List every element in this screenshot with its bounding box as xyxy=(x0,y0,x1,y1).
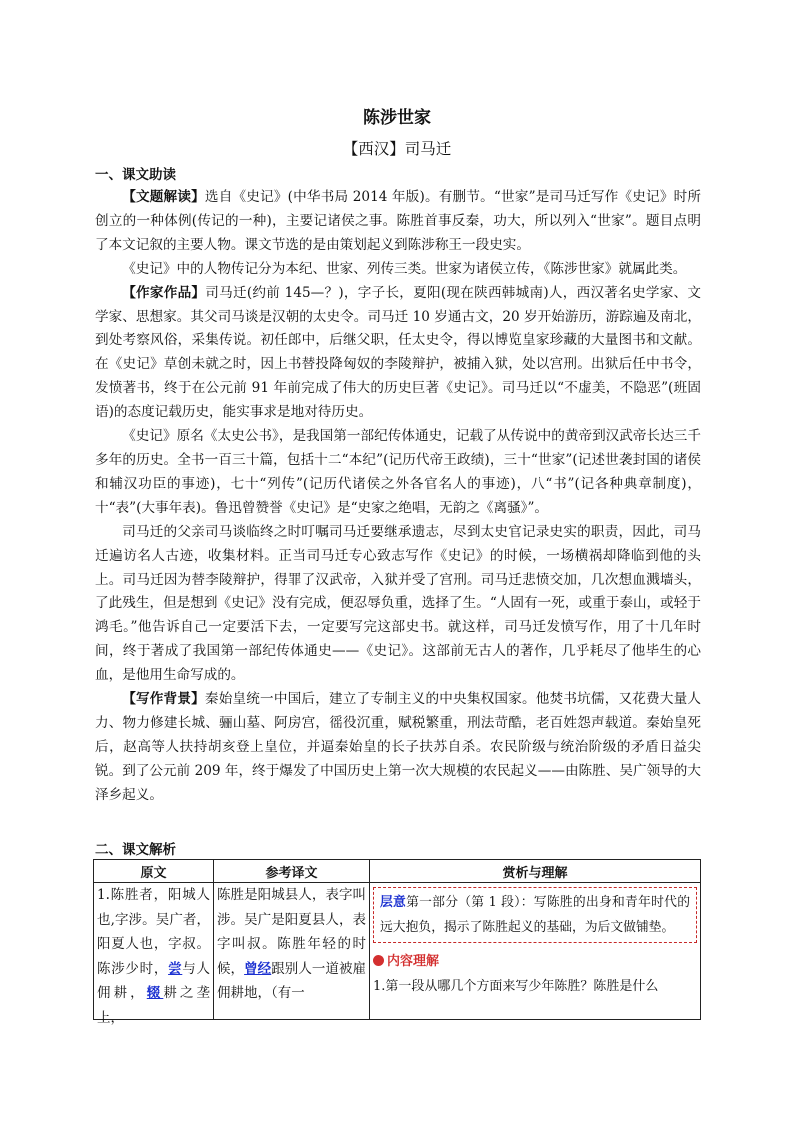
red-dot-icon xyxy=(373,955,384,966)
section-heading-2: 二、课文解析 xyxy=(95,842,176,858)
paragraph-title-interpretation xyxy=(95,186,701,258)
header-analysis: 赏析与理解 xyxy=(370,860,701,883)
author-line: 【西汉】司马迁 xyxy=(342,140,452,158)
paragraph-text: 选自《史记》(中华书局 2014 年版)。有删节。“世家”是司马迁写作《史记》时所创立的一种体例(传记的一种)，主要记诸侯之事。陈胜首事反秦，功大，所以列入“世家”。题目点明了本文记叙的主要人物。课文节选的是由策划起义到陈涉称王一段史实。 xyxy=(95,189,701,253)
label-title-interpretation: 【文题解读】 xyxy=(122,189,205,205)
original-text: 与人佣耕， xyxy=(97,960,211,1001)
keyword-highlight: 曾经 xyxy=(244,960,272,977)
table-header-row xyxy=(94,860,701,883)
paragraph-sima-qian-story: 司马迁的父亲司马谈临终之时叮嘱司马迁要继承遗志，尽到太史官记录史实的职责，因此，司马迁遍访名人古迹，收集材料。正当司马迁专心致志写作《史记》的时候，一场横祸却降临到他的头上。司马迁因为替李陵辩护，得罪了汉武帝，入狱并受了宫刑。司马迁悲愤交加，几次想血溅墙头，了此残生，但是想到《史记》没有完成，便忍辱负重，选择了生。“人固有一死，或重于泰山，或轻于鸿毛。”他告诉自己一定要活下去，一定要写完这部史书。就这样，司马迁发愤写作，用了十几年时间，终于著成了我国第一部纪传体通史——《史记》。这部前无古人的著作，几乎耗尽了他毕生的心血，是他用生命写成的。 xyxy=(95,523,701,684)
keyword-highlight: 辍 xyxy=(146,985,164,1001)
question-text: 1.第一段从哪几个方面来写少年陈胜？陈胜是什么 xyxy=(373,978,659,994)
original-text: 耕之垄上， xyxy=(97,985,211,1026)
keyword-highlight: 尝 xyxy=(168,960,183,977)
page-title: 陈涉世家 xyxy=(363,108,431,128)
reading-guide-body xyxy=(95,186,701,808)
cell-original xyxy=(94,883,214,1026)
paragraph-text: 秦始皇统一中国后，建立了专制主义的中央集权国家。他焚书坑儒，又花费大量人力、物力修建长城、骊山墓、阿房宫，徭役沉重，赋税繁重，刑法苛酷，老百姓怨声载道。秦始皇死后，赵高等人扶持胡亥登上皇位，并逼秦始皇的长子扶苏自杀。农民阶级与统治阶级的矛盾日益尖锐。到了公元前 209 年，终于爆发了中国历史上第一次大规模的农民起义——由陈胜、吴广领导的大泽乡起义。 xyxy=(95,691,702,803)
label-background: 【写作背景】 xyxy=(122,691,205,708)
paragraph-shiji-categories: 《史记》中的人物传记分为本纪、世家、列传三类。世家为诸侯立传，《陈涉世家》就属此类。 xyxy=(122,260,687,277)
header-original: 原文 xyxy=(94,860,214,883)
analysis-table xyxy=(93,859,701,1026)
cell-analysis xyxy=(370,883,701,1020)
table-row xyxy=(94,883,701,1020)
original-text: 1.陈胜者，阳城人也,字涉。吴广者，阳夏人也，字叔。陈涉少时， xyxy=(97,887,210,977)
paragraph-text: 司马迁(约前 145—？)，字子长，夏阳(现在陕西韩城南)人，西汉著名史学家、文学家、思想家。其父司马谈是汉朝的太史令。司马迁 10 岁通古文，20 岁开始游历，游踪遍及南北，到处考察风俗，采集传说。初任郎中，后继父职，任太史令，得以博览皇家珍藏的大量图书和文献。在《史记》草创未就之时，因上书替投降匈奴的李陵辩护，被捕入狱，处以宫刑。出狱后任中书令，发愤著书，终于在公元前 91 年前完成了伟大的历史巨著《史记》。司马迁以“不虚美，不隐恶”(班固语)的态度记载历史，能实事求是地对待历史。 xyxy=(95,284,702,421)
layer-meaning-text: 第一部分（第 1 段）：写陈胜的出身和青年时代的远大抱负，揭示了陈胜起义的基础，为后文做铺垫。 xyxy=(380,895,690,935)
section-heading-1: 一、课文助读 xyxy=(95,167,176,183)
content-understanding-label: 内容理解 xyxy=(387,954,440,969)
translation-text: 跟别人一道被雇佣耕地，（有一 xyxy=(217,960,367,1001)
paragraph-author-works xyxy=(95,282,701,425)
label-author-works: 【作家作品】 xyxy=(122,284,206,301)
layer-meaning-tag: 层意 xyxy=(380,895,407,910)
paragraph-shiji-overview: 《史记》原名《太史公书》，是我国第一部纪传体通史，记载了从传说中的黄帝到汉武帝长达三千多年的历史。全书一百三十篇，包括十二“本纪”(记历代帝王政绩)，三十“世家”(记述世袭封国的诸侯和辅汉功臣的事迹)，七十“列传”(记历代诸侯之外各官名人的事迹)，八“书”(记各种典章制度)，十“表”(大事年表)。鲁迅曾赞誉《史记》是“史家之绝唱，无韵之《离骚》”。 xyxy=(95,428,701,516)
paragraph-background xyxy=(95,688,701,808)
translation-text: 陈胜是阳城县人，表字叫涉。吴广是阳夏县人，表字叫叔。陈胜年轻的时候， xyxy=(217,887,366,977)
layer-meaning-box xyxy=(373,887,697,943)
content-understanding-heading xyxy=(373,949,697,975)
header-translation: 参考译文 xyxy=(214,860,370,883)
cell-translation xyxy=(214,883,370,1020)
